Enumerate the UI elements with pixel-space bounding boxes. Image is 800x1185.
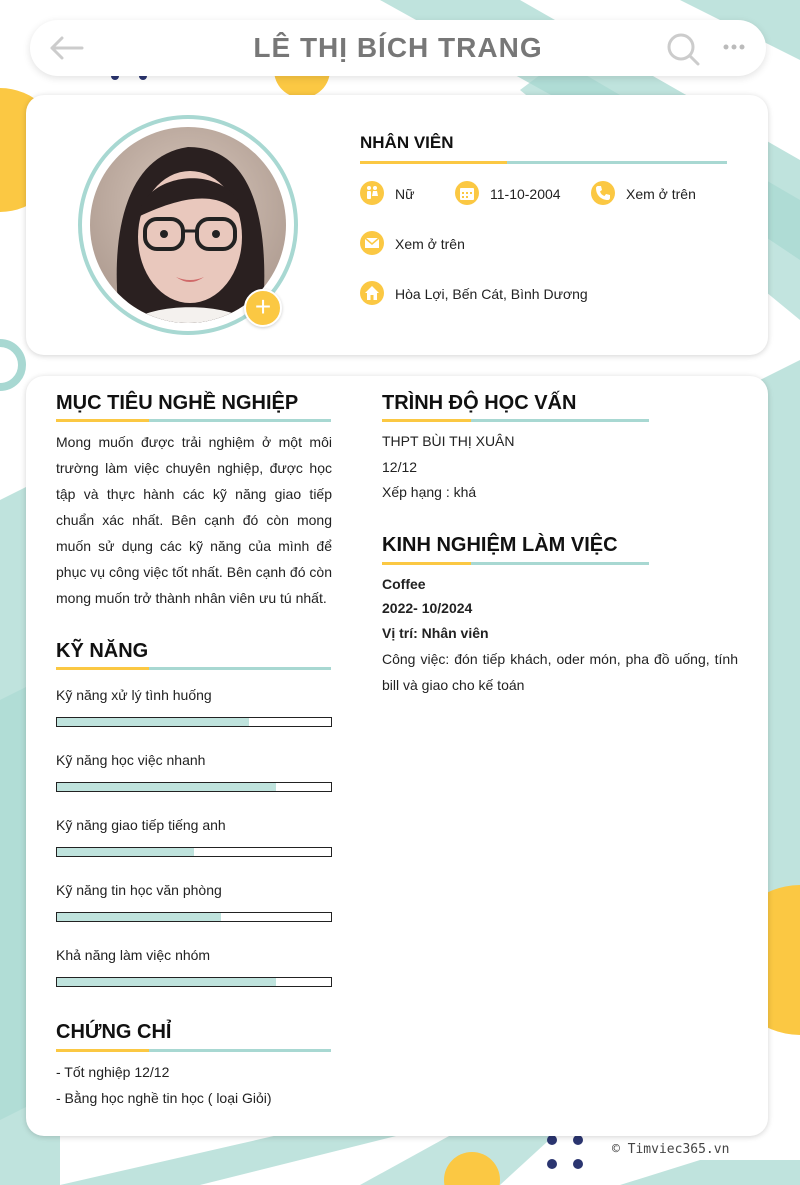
home-icon xyxy=(360,281,384,305)
education-grade: 12/12 xyxy=(382,459,418,475)
experience-divider xyxy=(382,562,649,565)
avatar xyxy=(78,115,298,335)
skills-divider xyxy=(56,667,331,670)
skill-label: Kỹ năng giao tiếp tiếng anh xyxy=(56,817,226,833)
education-divider xyxy=(382,419,649,422)
skill-label: Kỹ năng học việc nhanh xyxy=(56,752,206,768)
search-icon[interactable] xyxy=(666,32,700,66)
skill-bar xyxy=(56,717,332,727)
objective-title: MỤC TIÊU NGHỀ NGHIỆP xyxy=(56,392,299,414)
content-card xyxy=(26,376,768,1136)
objective-divider xyxy=(56,419,331,422)
phone-icon xyxy=(591,181,615,205)
skill-label: Kỹ năng xử lý tình huống xyxy=(56,687,212,703)
certificates-title: CHỨNG CHỈ xyxy=(56,1021,172,1043)
education-title: TRÌNH ĐỘ HỌC VẤN xyxy=(382,392,577,414)
gender-icon xyxy=(360,181,384,205)
skill-bar xyxy=(56,912,332,922)
profile-card: + NHÂN VIÊN Nữ 11-10-2004 Xem ở trên Xem ở trên Hòa Lợi, Bến Cát, Bình Dương xyxy=(26,95,768,355)
experience-period: 2022- 10/2024 xyxy=(382,600,473,616)
watermark: © Timviec365.vn xyxy=(612,1142,730,1157)
role-divider xyxy=(360,161,727,164)
top-bar xyxy=(30,20,766,76)
experience-description: Công việc: đón tiếp khách, oder món, pha đồ uống, tính bill và giao cho kế toán xyxy=(382,651,738,693)
skill-bar xyxy=(56,782,332,792)
education-school: THPT BÙI THỊ XUÂN xyxy=(382,433,515,449)
more-dots-icon[interactable] xyxy=(722,40,746,54)
job-role: NHÂN VIÊN xyxy=(360,133,454,152)
mail-icon xyxy=(360,231,384,255)
add-photo-button[interactable] xyxy=(244,289,282,327)
experience-company: Coffee xyxy=(382,576,426,592)
certificates-divider xyxy=(56,1049,331,1052)
plus-icon: + xyxy=(254,291,272,322)
skills-title: KỸ NĂNG xyxy=(56,640,149,662)
experience-title: KINH NGHIỆM LÀM VIỆC xyxy=(382,534,618,556)
skill-bar xyxy=(56,847,332,857)
calendar-icon xyxy=(455,181,479,205)
skill-label: Kỹ năng tin học văn phòng xyxy=(56,882,222,898)
certificate-item: - Tốt nghiệp 12/12 xyxy=(56,1064,170,1080)
education-rank: Xếp hạng : khá xyxy=(382,484,477,500)
page-title: LÊ THỊ BÍCH TRANG xyxy=(253,32,543,63)
objective-text: Mong muốn được trải nghiệm ở một môi trường làm việc chuyên nghiệp, được học tập và thực hành các kỹ năng giao tiếp chuẩn xác nhất. Bên cạnh đó còn mong muốn sử dụng các kỹ năng của mình để phục vụ công việc tốt nhất. Bên cạnh đó còn mong muốn trở thành nhân viên ưu tú nhất. xyxy=(56,434,332,606)
skill-label: Khả năng làm việc nhóm xyxy=(56,947,211,963)
skill-bar xyxy=(56,977,332,987)
certificate-item: - Bằng học nghề tin học ( loại Giỏi) xyxy=(56,1090,272,1106)
experience-position: Vị trí: Nhân viên xyxy=(382,625,489,641)
